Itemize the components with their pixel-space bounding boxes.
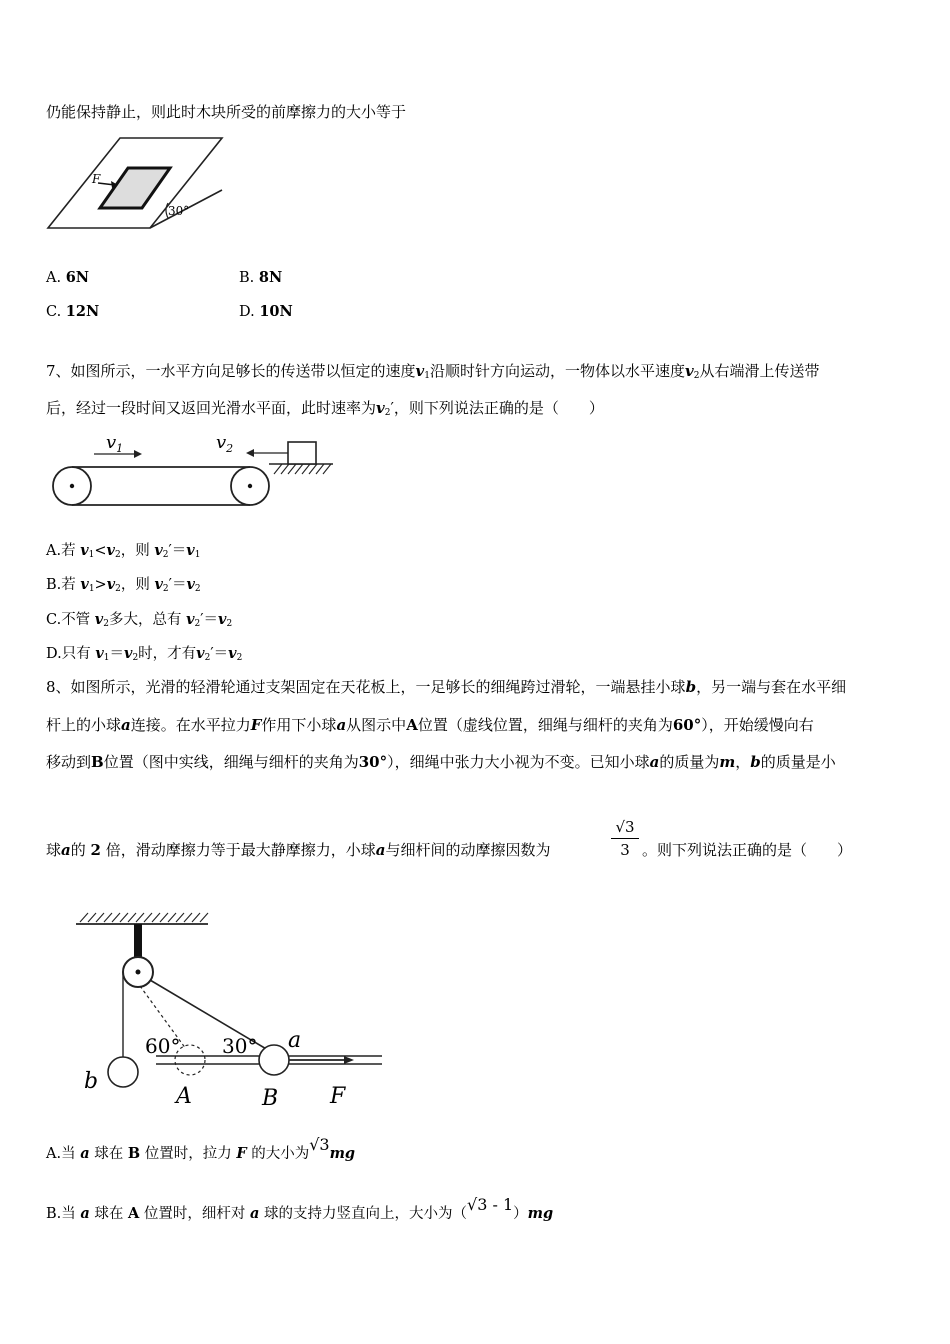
pulley-figure <box>72 910 392 1110</box>
q6-option-a: A. 6N <box>46 269 90 286</box>
q7-line-2: 后，经过一段时间又返回光滑水平面，此时速率为$v_2'$，则下列说法正确的是（ ） <box>46 399 604 418</box>
q7-option-c: C.不管 $v_2$多大，总有 $v_2'=v_2$ <box>46 611 233 629</box>
sqrt3: √3 <box>309 1135 330 1154</box>
v1-label: $v_1$ <box>106 432 124 455</box>
left-roller-axle <box>70 484 74 488</box>
q8-option-b: B.当 a 球在 A 位置时，细杆对 a 球的支持力竖直向上，大小为（√3 - 1）mg <box>46 1195 554 1222</box>
q8-line-2: 杆上的小球a连接。在水平拉力F作用下小球a从图示中A位置（虚线位置，细绳与细杆的夹角为60°），开始缓慢向右 <box>46 716 814 734</box>
q8-line-4-start: 球a的 2 倍，滑动摩擦力等于最大静摩擦力，小球a与细杆间的动摩擦因数为 <box>46 841 551 859</box>
label-A: A <box>176 1084 192 1109</box>
ceiling-hatching <box>80 913 208 922</box>
label-F: F <box>330 1084 346 1109</box>
q7-option-b: B.若 $v_1>v_2$，则 $v_2'=v_2$ <box>46 576 201 594</box>
label-b: b <box>84 1069 99 1094</box>
q8-option-a: A.当 a 球在 B 位置时，拉力 F 的大小为√3mg <box>46 1135 356 1162</box>
ball-a <box>259 1045 289 1075</box>
conveyor-figure <box>48 430 348 512</box>
fraction-denominator: 3 <box>620 841 630 859</box>
sqrt3-minus-1: √3 - 1 <box>467 1195 514 1214</box>
q8-line-3: 移动到B位置（图中实线，细绳与细杆的夹角为30°），细绳中张力大小视为不变。已知小球a的质量为m，b的质量是小 <box>46 753 836 771</box>
v2-arrowhead <box>246 449 254 457</box>
force-F-arrowhead <box>344 1056 354 1064</box>
force-label: F <box>92 172 101 186</box>
q7-option-a: A.若 $v_1<v_2$，则 $v_2'=v_1$ <box>46 542 201 560</box>
q6-option-b: B. 8N <box>239 269 283 286</box>
intro-line: 仍能保持静止，则此时木块所受的前摩擦力的大小等于 <box>46 103 407 121</box>
right-roller-axle <box>248 484 252 488</box>
angle-60-label: 60° <box>145 1034 181 1058</box>
block <box>100 168 170 208</box>
ball-b <box>108 1057 138 1087</box>
bracket <box>134 924 142 960</box>
label-B: B <box>262 1086 279 1111</box>
q6-option-c: C. 12N <box>46 303 100 320</box>
angle-label: 30° <box>168 204 190 218</box>
block-on-ground <box>288 442 316 464</box>
q7-line-1: 7、如图所示，一水平方向足够长的传送带以恒定的速度$v_1$沿顺时针方向运动，一物体以水平速度$v_2$从右端滑上传送带 <box>46 362 820 381</box>
incline-figure <box>40 135 230 235</box>
friction-coefficient-fraction <box>611 818 639 859</box>
fraction-numerator: √3 <box>615 818 635 836</box>
q8-line-1: 8、如图所示，光滑的轻滑轮通过支架固定在天花板上，一足够长的细绳跨过滑轮，一端悬挂小球b，另一端与套在水平细 <box>46 678 847 696</box>
q7-option-d: D.只有 $v_1=v_2$时，才有$v_2'=v_2$ <box>46 645 243 663</box>
q6-option-d: D. 10N <box>239 303 293 320</box>
angle-30-label: 30° <box>222 1034 258 1058</box>
ground-hatching <box>274 464 331 474</box>
v2-label: $v_2$ <box>216 432 234 455</box>
label-a: a <box>288 1028 302 1053</box>
q8-line-4-end: 。则下列说法正确的是（ ） <box>642 841 853 859</box>
v1-arrowhead <box>134 450 142 458</box>
pulley-axle <box>136 970 141 975</box>
